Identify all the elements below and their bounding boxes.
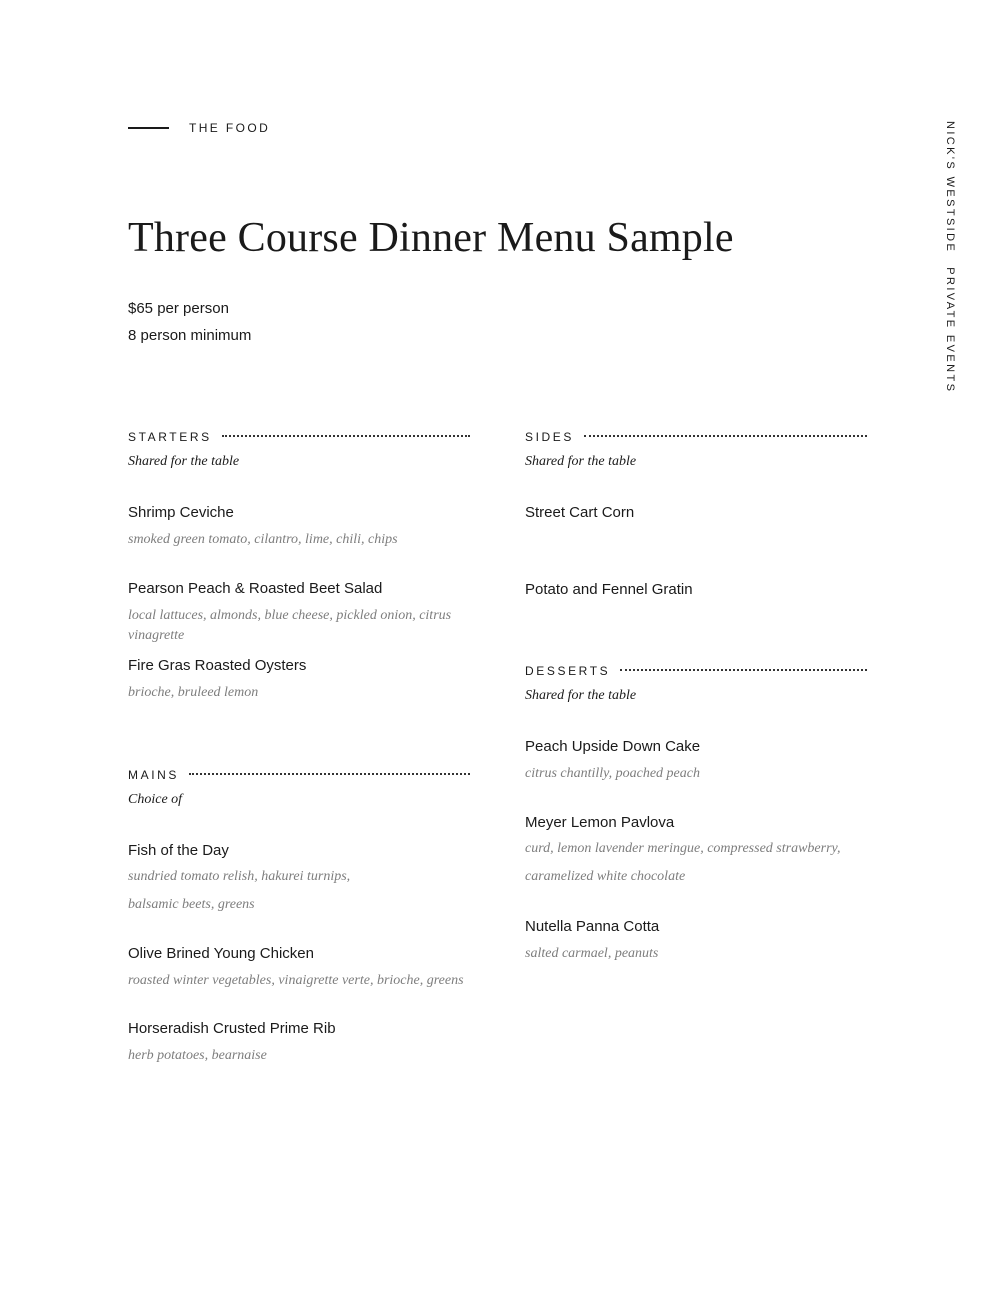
item-name: Shrimp Ceviche [128,504,234,521]
section-title: SIDES [525,430,575,444]
item-description: herb potatoes, bearnaise [128,1048,267,1063]
menu-item [525,813,867,891]
menu-item [525,580,867,600]
side-label-events: PRIVATE EVENTS [944,267,956,394]
item-name: Pearson Peach & Roasted Beet Salad [128,580,383,597]
dotted-leader [189,773,470,775]
section-subtitle: Choice of [128,792,183,807]
item-name: Meyer Lemon Pavlova [525,814,675,831]
item-description: local lattuces, almonds, blue cheese, pickled onion, citrus vinagrette [128,608,452,643]
section-mains [128,766,470,1066]
item-description: brioche, bruleed lemon [128,685,259,700]
menu-item [525,917,867,964]
menu-item [525,503,867,523]
section-desserts [525,662,867,964]
item-name: Olive Brined Young Chicken [128,945,314,962]
item-name: Horseradish Crusted Prime Rib [128,1020,336,1037]
price-per-person: $65 per person [128,300,229,317]
kicker-rule [128,127,169,129]
item-name: Nutella Panna Cotta [525,918,660,935]
menu-item [128,579,470,646]
side-label-venue: NICK'S WESTSIDE [944,121,956,254]
person-minimum: 8 person minimum [128,327,252,344]
section-subtitle: Shared for the table [128,454,240,469]
item-description-line: caramelized white chocolate [525,869,686,884]
item-description: citrus chantilly, poached peach [525,766,700,781]
section-header [525,428,867,446]
item-description [128,863,470,919]
item-description [525,835,867,891]
section-starters [128,428,470,703]
menu-item [128,503,470,550]
section-header [128,428,470,446]
menu-item [128,1019,470,1066]
dotted-leader [222,435,470,437]
section-title: MAINS [128,768,180,782]
item-description-line: curd, lemon lavender meringue, compressed strawberry, [525,841,841,856]
menu-item [128,841,470,919]
menu-column-left [128,428,470,1066]
menu-item [128,944,470,991]
section-kicker [128,121,270,135]
item-name: Peach Upside Down Cake [525,738,701,755]
section-subtitle: Shared for the table [525,454,637,469]
item-name: Fire Gras Roasted Oysters [128,657,307,674]
section-header [525,662,867,680]
item-name: Potato and Fennel Gratin [525,581,693,598]
section-subtitle: Shared for the table [525,688,637,703]
menu-item [128,656,470,703]
item-description: salted carmael, peanuts [525,946,659,961]
page-title: Three Course Dinner Menu Sample [128,215,734,261]
dotted-leader [620,669,867,671]
vertical-side-label [944,121,956,393]
item-description-line: sundried tomato relish, hakurei turnips, [128,869,351,884]
pricing-info [128,295,251,349]
dotted-leader [584,435,867,437]
item-description-line: balsamic beets, greens [128,897,255,912]
item-description: smoked green tomato, cilantro, lime, chili, chips [128,532,398,547]
menu-item [525,737,867,784]
section-title: DESSERTS [525,664,611,678]
section-header [128,766,470,784]
section-title: STARTERS [128,430,212,444]
section-sides [525,428,867,600]
item-name: Fish of the Day [128,842,229,859]
kicker-text: THE FOOD [189,121,271,135]
item-description: roasted winter vegetables, vinaigrette verte, brioche, greens [128,973,464,988]
menu-column-right [525,428,867,964]
item-name: Street Cart Corn [525,504,635,521]
